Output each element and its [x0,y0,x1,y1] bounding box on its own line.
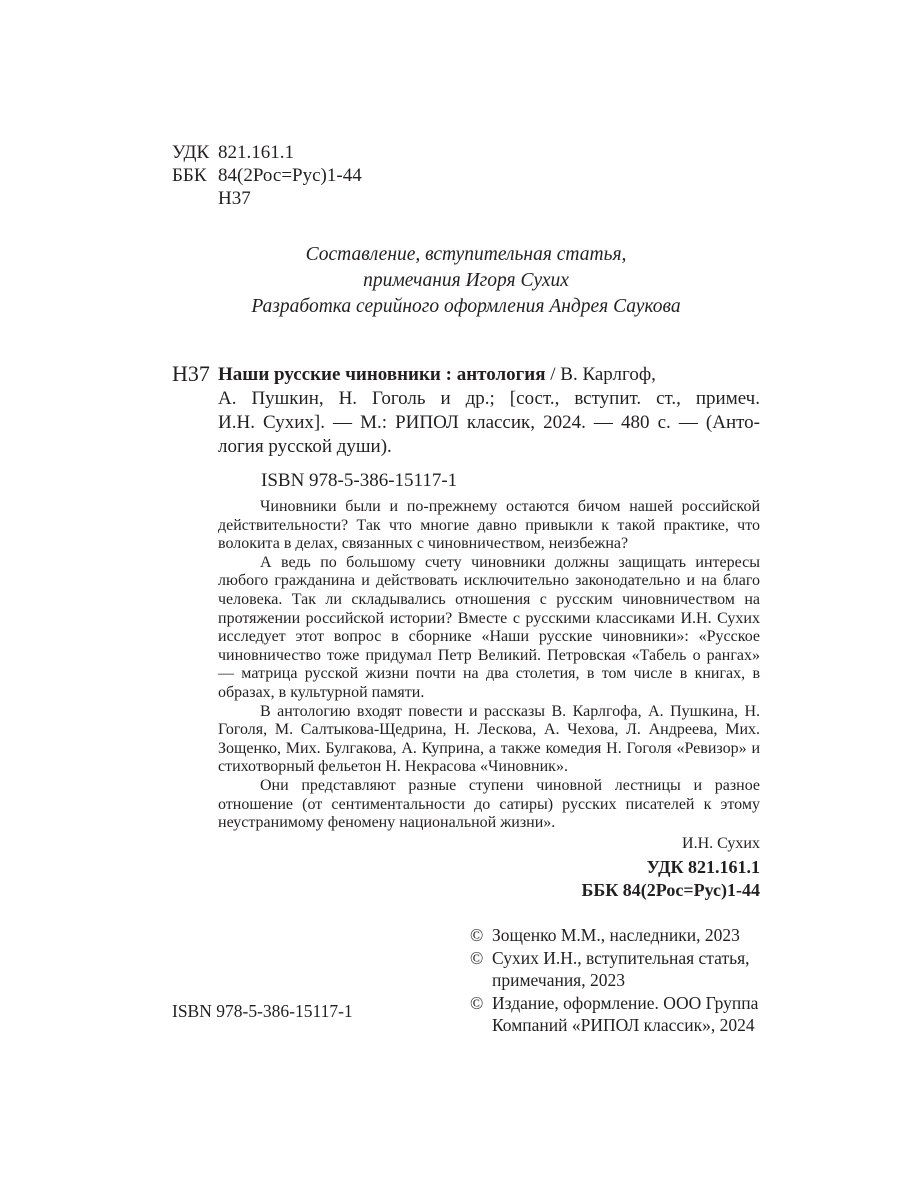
annotation-paragraph-3: В антологию входят повести и рассказы В. Карлгофа, А. Пушкина, Н. Гоголя, М. Салтыкова-Щедрина, Н. Лескова, А. Чехова, Л. Андреева, Мих. Зощенко, Мих. Булгакова, А. Куприна, а также комедия Н. Гоголя «Ревизор» и стихотворный фельетон Н. Некрасова «Чиновник». [218,702,760,776]
annotation-signature: И.Н. Сухих [682,834,760,852]
copyright-icon: © [470,947,484,968]
annotation-paragraph-2: А ведь по большому счету чиновники должны защищать интересы любого гражданина и действовать исключительно законодательно и на благо человека. Так ли складывались отношения с русским чиновничеством на протяжении российской истории? Вместе с русскими классиками И.Н. Сухих исследует этот вопрос в сборнике «Наши русские чиновники»: «Русское чиновничество тоже придумал Петр Великий. Петровская «Табель о рангах» — матрица русской жизни почти на два столетия, в том числе в книгах, в образах, в культурной памяти. [218,553,760,701]
catalog-line-2: А. Пушкин, Н. Гоголь и др.; [сост., вступит. ст., примеч. [218,388,760,409]
udk-value: 821.161.1 [218,142,294,163]
credits-block [172,242,760,320]
catalog-author-mark: Н37 [172,361,210,386]
udk-label: УДК [172,142,210,163]
bbk-value: 84(2Рос=Рус)1-44 [218,165,362,186]
annotation [218,498,760,853]
copyright-text-3b: Компаний «РИПОЛ классик», 2024 [492,1015,755,1035]
book-title: Наши русские чиновники : антология [218,364,546,385]
catalog-isbn: ISBN 978-5-386-15117-1 [261,470,458,491]
copyright-item-3 [470,992,760,1037]
footer-bbk: ББК 84(2Рос=Рус)1-44 [581,880,760,900]
author-mark-row [172,187,251,211]
footer-classification [581,856,760,902]
catalog-line-1 [218,363,760,387]
annotation-paragraph-4: Они представляют разные ступени чиновной лестницы и разное отношение (от сентиментальности до сатиры) русских писателей к этому неустранимому феномену национальной жизни». [218,776,760,832]
copyright-text-2a: Сухих И.Н., вступительная статья, [492,947,750,968]
copyright-text-1: Зощенко М.М., наследники, 2023 [492,925,740,945]
copyright-text-2b: примечания, 2023 [492,970,625,990]
footer-udk: УДК 821.161.1 [646,857,760,877]
catalog-line-1-rest: / В. Карлгоф, [545,364,656,385]
catalog-line-4: логия русской души). [218,436,392,457]
copyright-icon: © [470,992,484,1013]
credits-line-3: Разработка серийного оформления Андрея Саукова [251,296,681,317]
credits-line-2: примечания Игоря Сухих [363,270,569,291]
author-mark-top: Н37 [218,188,251,209]
annotation-paragraph-1: Чиновники были и по-прежнему остаются бичом нашей российской действительности? Так что многие давно привыкли к такой практике, что волокита в делах, связанных с чиновничеством, неизбежна? [218,498,760,553]
udk-row [172,141,294,165]
credits-line-1: Составление, вступительная статья, [305,244,627,265]
catalog-line-3: И.Н. Сухих]. — М.: РИПОЛ классик, 2024. — 480 с. — (Анто- [218,412,760,433]
isbn-bottom: ISBN 978-5-386-15117-1 [172,1001,353,1021]
copyright-item-2 [470,947,760,992]
copyright-icon: © [470,925,484,945]
copyright-block [470,924,760,1037]
bbk-row [172,164,362,188]
bbk-label: ББК [172,165,207,186]
copyright-item-1 [470,924,760,947]
copyright-text-3a: Издание, оформление. ООО Группа [492,992,759,1013]
